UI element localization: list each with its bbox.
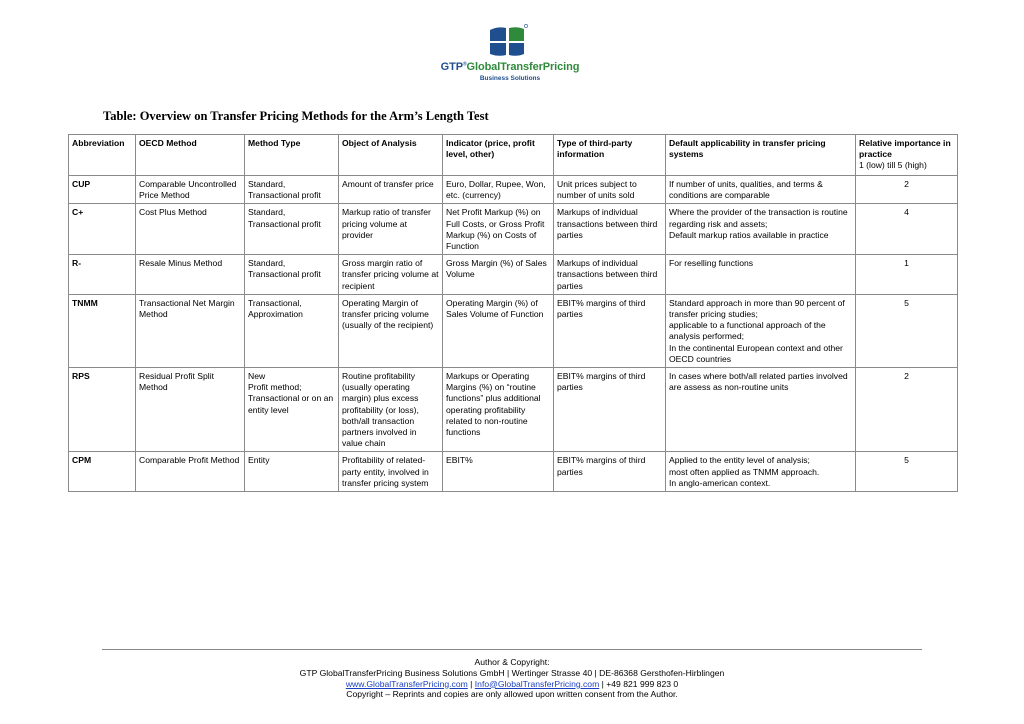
logo-globe-icon xyxy=(488,24,528,58)
cell-object-of-analysis: Profitability of related-party entity, involved in transfer pricing system xyxy=(339,452,443,492)
cell-relative-importance: 5 xyxy=(856,294,958,367)
footer-contact-line xyxy=(0,679,1024,690)
header-oecd-method: OECD Method xyxy=(136,135,245,176)
cell-abbreviation: CPM xyxy=(69,452,136,492)
cell-abbreviation: R- xyxy=(69,255,136,295)
importance-scale: 1 (low) till 5 (high) xyxy=(859,160,927,171)
cell-relative-importance: 2 xyxy=(856,368,958,452)
cell-indicator: Markups or Operating Margins (%) on “routine functions” plus additional operating profitability related to non-routine functions xyxy=(443,368,554,452)
header-indicator: Indicator (price, profit level, other) xyxy=(443,135,554,176)
logo-tagline: Business Solutions xyxy=(479,75,541,82)
cell-indicator: Euro, Dollar, Rupee, Won, etc. (currency) xyxy=(443,176,554,204)
cell-oecd-method: Comparable Uncontrolled Price Method xyxy=(136,176,245,204)
header-abbreviation: Abbreviation xyxy=(69,135,136,176)
cell-default-applicability: Standard approach in more than 90 percent of transfer pricing studies; applicable to a functional approach of the analysis performed; In the continental European context and other OECD countries xyxy=(666,294,856,367)
footer-company-address: GTP GlobalTransferPricing Business Solutions GmbH | Wertinger Strasse 40 | DE-86368 Gersthofen-Hirblingen xyxy=(299,667,725,678)
cell-indicator: Gross Margin (%) of Sales Volume xyxy=(443,255,554,295)
header-object-of-analysis: Object of Analysis xyxy=(339,135,443,176)
header-default-applicability: Default applicability in transfer pricing systems xyxy=(666,135,856,176)
footer-copyright: Copyright – Reprints and copies are only allowed upon written consent from the Author. xyxy=(346,689,678,700)
cell-default-applicability: If number of units, qualities, and terms & conditions are comparable xyxy=(666,176,856,204)
cell-abbreviation: CUP xyxy=(69,176,136,204)
cell-method-type: Standard, Transactional profit xyxy=(245,176,339,204)
cell-default-applicability: In cases where both/all related parties involved are assess as non-routine units xyxy=(666,368,856,452)
cell-method-type: Transactional, Approximation xyxy=(245,294,339,367)
email-link[interactable]: Info@GlobalTransferPricing.com xyxy=(474,678,600,689)
cell-third-party-info: Markups of individual transactions between third parties xyxy=(554,204,666,255)
cell-relative-importance: 4 xyxy=(856,204,958,255)
cell-oecd-method: Resale Minus Method xyxy=(136,255,245,295)
cell-third-party-info: EBIT% margins of third parties xyxy=(554,368,666,452)
cell-object-of-analysis: Routine profitability (usually operating margin) plus excess profitability (or loss), both/all transaction partners involved in value chain xyxy=(339,368,443,452)
cell-object-of-analysis: Amount of transfer price xyxy=(339,176,443,204)
cell-oecd-method: Transactional Net Margin Method xyxy=(136,294,245,367)
footer-author-label: Author & Copyright: xyxy=(474,657,550,667)
cell-default-applicability: Applied to the entity level of analysis; most often applied as TNMM approach. In anglo-american context. xyxy=(666,452,856,492)
transfer-pricing-table xyxy=(68,134,958,492)
table-row xyxy=(69,368,958,452)
footer-phone: | +49 821 999 823 0 xyxy=(599,678,679,689)
cell-relative-importance: 1 xyxy=(856,255,958,295)
table-row xyxy=(69,176,958,204)
website-link[interactable]: www.GlobalTransferPricing.com xyxy=(345,678,468,689)
cell-object-of-analysis: Gross margin ratio of transfer pricing volume at recipient xyxy=(339,255,443,295)
table-row xyxy=(69,255,958,295)
cell-oecd-method: Residual Profit Split Method xyxy=(136,368,245,452)
header-third-party-info: Type of third-party information xyxy=(554,135,666,176)
cell-method-type: Standard, Transactional profit xyxy=(245,204,339,255)
table-row xyxy=(69,294,958,367)
footer-divider xyxy=(102,649,922,650)
cell-third-party-info: EBIT% margins of third parties xyxy=(554,294,666,367)
footer-separator: | xyxy=(467,678,475,689)
cell-abbreviation: C+ xyxy=(69,204,136,255)
cell-indicator: Operating Margin (%) of Sales Volume of Function xyxy=(443,294,554,367)
table-row xyxy=(69,204,958,255)
cell-relative-importance: 2 xyxy=(856,176,958,204)
cell-method-type: New Profit method; Transactional or on an entity level xyxy=(245,368,339,452)
document-title: Table: Overview on Transfer Pricing Methods for the Arm’s Length Test xyxy=(103,109,489,123)
cell-default-applicability: For reselling functions xyxy=(666,255,856,295)
cell-relative-importance: 5 xyxy=(856,452,958,492)
cell-third-party-info: Unit prices subject to number of units sold xyxy=(554,176,666,204)
cell-oecd-method: Comparable Profit Method xyxy=(136,452,245,492)
cell-method-type: Entity xyxy=(245,452,339,492)
table-row xyxy=(69,452,958,492)
cell-object-of-analysis: Markup ratio of transfer pricing volume at provider xyxy=(339,204,443,255)
cell-third-party-info: EBIT% margins of third parties xyxy=(554,452,666,492)
cell-indicator: Net Profit Markup (%) on Full Costs, or Gross Profit Markup (%) on Costs of Function xyxy=(443,204,554,255)
page-footer xyxy=(0,657,1024,700)
cell-method-type: Standard, Transactional profit xyxy=(245,255,339,295)
cell-object-of-analysis: Operating Margin of transfer pricing volume (usually of the recipient) xyxy=(339,294,443,367)
header-method-type: Method Type xyxy=(245,135,339,176)
logo-wordmark: GTP®GlobalTransferPricing xyxy=(440,61,580,73)
cell-default-applicability: Where the provider of the transaction is routine regarding risk and assets; Default markup ratios available in practice xyxy=(666,204,856,255)
cell-third-party-info: Markups of individual transactions between third parties xyxy=(554,255,666,295)
cell-indicator: EBIT% xyxy=(443,452,554,492)
header-relative-importance: Relative importance in practice 1 (low) till 5 (high) xyxy=(856,135,958,176)
company-logo xyxy=(430,24,590,86)
cell-abbreviation: TNMM xyxy=(69,294,136,367)
table-header-row xyxy=(69,135,958,176)
cell-abbreviation: RPS xyxy=(69,368,136,452)
cell-oecd-method: Cost Plus Method xyxy=(136,204,245,255)
